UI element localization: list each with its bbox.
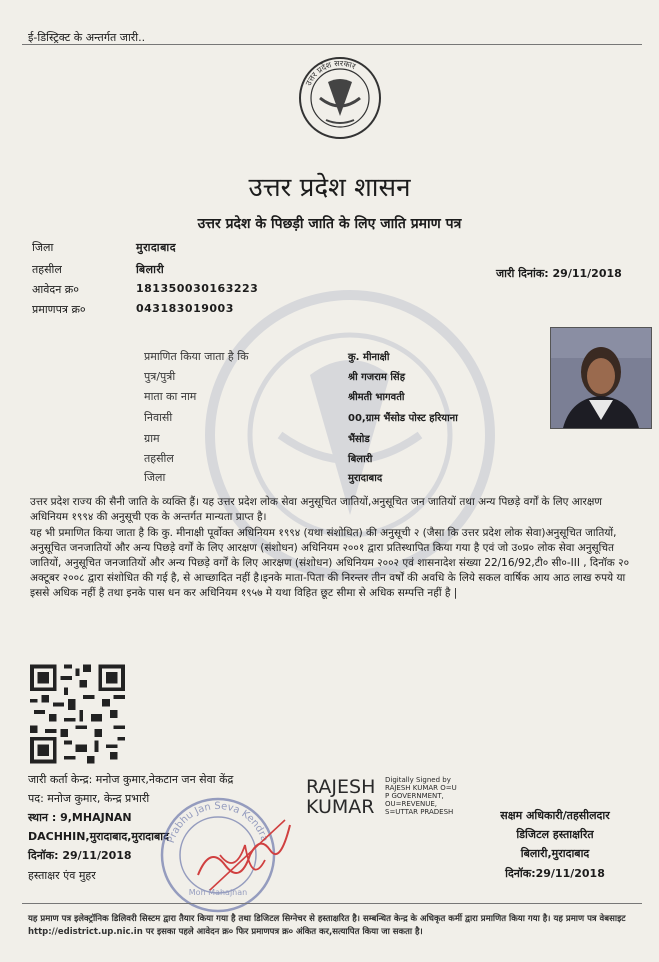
handwritten-signature [190, 805, 300, 905]
detail-district-value: मुरादाबाद [348, 473, 383, 484]
meta-district-label: जिला [32, 241, 54, 254]
officer-title: सक्षम अधिकारी/तहसीलदार [500, 809, 610, 822]
detail-name-value: कु. मीनाक्षी [348, 352, 390, 363]
issuer-center: जारी कर्ता केन्द्र: मनोज कुमार,नेकटान जन सेवा केंद्र [28, 773, 234, 786]
digital-signature-detail: OU=REVENUE, [385, 800, 438, 808]
issuer-date: दिनॉक: 29/11/2018 [28, 849, 132, 862]
digital-signature-detail: P GOVERNMENT, [385, 792, 444, 800]
issuer-sign-seal: हस्ताक्षर एंव मुहर [28, 869, 96, 882]
detail-district-label: जिला [144, 471, 166, 484]
detail-certify-label: प्रमाणित किया जाता है कि [144, 350, 249, 363]
top-divider [22, 44, 642, 45]
issuer-place-line2: DACHHIN,मुरादाबाद,मुरादाबाद [28, 830, 169, 843]
meta-application-value: 181350030163223 [136, 282, 259, 295]
detail-village-value: भैंसोड [348, 434, 370, 445]
digital-signature-line1: RAJESH [306, 776, 376, 798]
officer-date: दिनॉक:29/11/2018 [505, 867, 605, 880]
footer-note: यह प्रमाण पत्र इलेक्ट्रॉनिक डिलिवरी सिस्टम द्वारा तैयार किया गया है तथा डिजिटल सिग्नेचर से हस्ताक्षरित है। सम्बन्धित केन्द्र के अधिकृत कर्मी द्वारा प्रमाणित किया गया है। यह प्रमाण पत्र वेबसाइट http://edistrict.up.nic.in पर इसका पहले आवेदन क्र० फिर प्रमाणपत्र क्र० अंकित कर,सत्यापित किया जा सकता है। [28, 914, 626, 937]
body-paragraph-1: उत्तर प्रदेश राज्य की सैनी जाति के व्यक्ति हैं। यह उत्तर प्रदेश लोक सेवा अनुसूचित जातियों,अनुसूचित जन जातियों तथा अन्य पिछड़े वर्गों के लिए आरक्षण अधिनियम १९९४ की अनुसूची एक के अन्तर्गत मान्यता प्राप्त है। [30, 496, 602, 523]
meta-tehsil-value: बिलारी [136, 263, 165, 276]
officer-place: बिलारी,मुरादाबाद [520, 847, 590, 860]
detail-village-label: ग्राम [144, 432, 160, 445]
meta-tehsil-label: तहसील [32, 263, 62, 276]
issuer-post: पद: मनोज कुमार, केन्द्र प्रभारी [28, 792, 150, 805]
qr-code [30, 664, 125, 764]
government-title: उत्तर प्रदेश शासन [248, 173, 411, 203]
digital-signature-name [306, 777, 375, 817]
bottom-divider [22, 903, 642, 904]
digital-signature-detail: RAJESH KUMAR O=U [385, 784, 457, 792]
detail-tehsil-label: तहसील [144, 452, 174, 465]
certificate-title: उत्तर प्रदेश के पिछड़ी जाति के लिए जाति प्रमाण पत्र [197, 216, 462, 232]
emblem-ring-text: उत्तर प्रदेश सरकार [303, 58, 357, 88]
digital-signature-line2: KUMAR [306, 796, 375, 818]
detail-resident-value: 00,ग्राम भैंसोड पोस्ट हरियाना [348, 413, 458, 424]
officer-digital-sign: डिजिटल हस्ताक्षरित [516, 828, 594, 841]
digital-signature-detail: Digitally Signed by [385, 776, 451, 784]
digital-signature-details [385, 776, 457, 816]
meta-certificate-value: 043183019003 [136, 302, 234, 315]
detail-father-value: श्री गजराम सिंह [348, 372, 406, 383]
detail-parent-label: पुत्र/पुत्री [144, 370, 176, 383]
issue-date: जारी दिनांक: 29/11/2018 [496, 267, 622, 280]
certificate-body [30, 495, 642, 602]
detail-mother-value: श्रीमती भागवती [348, 392, 405, 403]
detail-resident-label: निवासी [144, 411, 173, 424]
stamp-ring-text: Prabhu Jan Seva Kendra [165, 800, 270, 845]
detail-mother-label: माता का नाम [144, 390, 197, 403]
up-government-emblem [298, 56, 382, 140]
meta-district-value: मुरादाबाद [136, 241, 177, 254]
meta-certificate-label: प्रमाणपत्र क्र० [32, 303, 86, 316]
stamp-inner-text: Moh Mahajnan [188, 888, 248, 897]
issuer-place-line1: स्थान : 9,MHAJNAN [28, 811, 132, 824]
meta-application-label: आवेदन क्र० [32, 283, 79, 296]
digital-signature-detail: S=UTTAR PRADESH [385, 808, 454, 816]
applicant-photo [550, 327, 652, 429]
detail-tehsil-value: बिलारी [348, 454, 373, 465]
body-paragraph-2: यह भी प्रमाणित किया जाता है कि कु. मीनाक्षी पूर्वोक्त अधिनियम १९९४ (यथा संशोधित) की अनुसूची २ (जैसा कि उत्तर प्रदेश लोक सेवा)अनुसूचित जातियों, अनुसूचित जनजातियों और अन्य पिछड़े वर्गों के लिए आरक्षण (संशोधन) अधिनियम २००१ द्वारा प्रतिस्थापित किया गया है एवं जो उ०प्र० लोक सेवा अनुसूचित जातियों, अनुसूचित जनजातियों और अन्य पिछड़े वर्गों के लिए आरक्षण (संशोधन) अधिनियम २००२ एवं शासनादेश संख्या 22/16/92,टी० सी०-III , दिनॉक २० अक्टूबर २००८ द्वारा संशोधित की गई है, से आच्छादित नहीं है।इनके माता-पिता की निरन्तर तीन वर्षों की अवधि के लिये सकल वार्षिक आय आठ लाख रुपये या इससे अधिक नहीं है तथा इनके पास धन कर अधिनियम १९५७ मे यथा विहित छूट सीमा से अधिक सम्पत्ति नहीं है | [30, 527, 630, 599]
issued-under-label: ई-डिस्ट्रिक्ट के अन्तर्गत जारी.. [28, 31, 146, 44]
